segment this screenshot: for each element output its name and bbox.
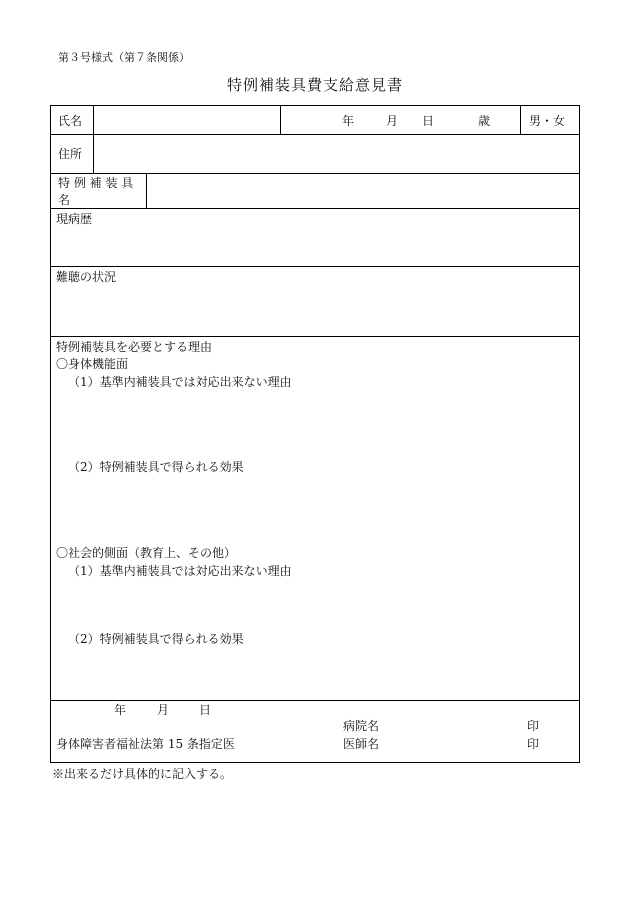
form-number: 第３号様式（第７条関係） <box>58 51 190 64</box>
address-label: 住所 <box>58 147 83 161</box>
column-divider <box>93 134 94 173</box>
row-divider <box>51 266 579 267</box>
designated-doctor-label: 身体障害者福祉法第 15 条指定医 <box>56 737 235 751</box>
hearing-status-label: 難聴の状況 <box>56 270 117 284</box>
device-name-label-line1: 特 例 補 装 具 <box>58 176 134 190</box>
seal-mark: 印 <box>527 737 540 751</box>
doctor-name-label: 医師名 <box>343 737 380 751</box>
hearing-status-input-area[interactable] <box>56 288 571 332</box>
page-title: 特例補装具費支給意見書 <box>226 76 403 94</box>
physical-heading: 〇身体機能面 <box>56 357 129 371</box>
physical-item-1-input-area[interactable] <box>68 396 568 456</box>
age-label: 歳 <box>478 114 491 128</box>
column-divider <box>146 173 147 208</box>
row-divider <box>51 208 579 209</box>
row-divider <box>51 700 579 701</box>
footnote: ※出来るだけ具体的に記入する。 <box>52 767 233 781</box>
address-input-area[interactable] <box>99 138 569 168</box>
social-item-2-input-area[interactable] <box>68 653 568 695</box>
sex-selector[interactable]: 男・女 <box>529 114 566 128</box>
social-heading: 〇社会的側面（教育上、その他） <box>56 546 237 560</box>
medical-history-label: 現病歴 <box>56 212 93 226</box>
doctor-name-input[interactable] <box>391 736 521 752</box>
device-name-label-line2: 名 <box>58 193 71 207</box>
signature-day-label: 日 <box>199 703 212 717</box>
name-input-area[interactable] <box>98 109 276 131</box>
physical-item-2: （2）特例補装具で得られる効果 <box>68 460 244 474</box>
row-divider <box>51 336 579 337</box>
social-item-1-input-area[interactable] <box>68 585 568 625</box>
signature-year-label: 年 <box>114 703 127 717</box>
birth-month-label: 月 <box>386 114 399 128</box>
reasons-heading: 特例補装具を必要とする理由 <box>56 340 213 354</box>
row-divider <box>51 173 579 174</box>
signature-month-label: 月 <box>157 703 170 717</box>
device-name-input-area[interactable] <box>151 177 571 203</box>
column-divider <box>93 106 94 134</box>
social-item-1: （1）基準内補装具では対応出来ない理由 <box>68 564 292 578</box>
social-item-2: （2）特例補装具で得られる効果 <box>68 632 244 646</box>
opinion-form <box>50 105 580 763</box>
physical-item-2-input-area[interactable] <box>68 481 568 541</box>
column-divider <box>280 106 281 134</box>
hospital-name-label: 病院名 <box>343 719 380 733</box>
physical-item-1: （1）基準内補装具では対応出来ない理由 <box>68 375 292 389</box>
row-divider <box>51 134 579 135</box>
column-divider <box>520 106 521 134</box>
birth-day-label: 日 <box>422 114 435 128</box>
hospital-name-input[interactable] <box>391 718 521 734</box>
name-label: 氏名 <box>58 114 83 128</box>
medical-history-input-area[interactable] <box>56 230 571 262</box>
seal-mark: 印 <box>527 719 540 733</box>
birth-year-label: 年 <box>342 114 355 128</box>
